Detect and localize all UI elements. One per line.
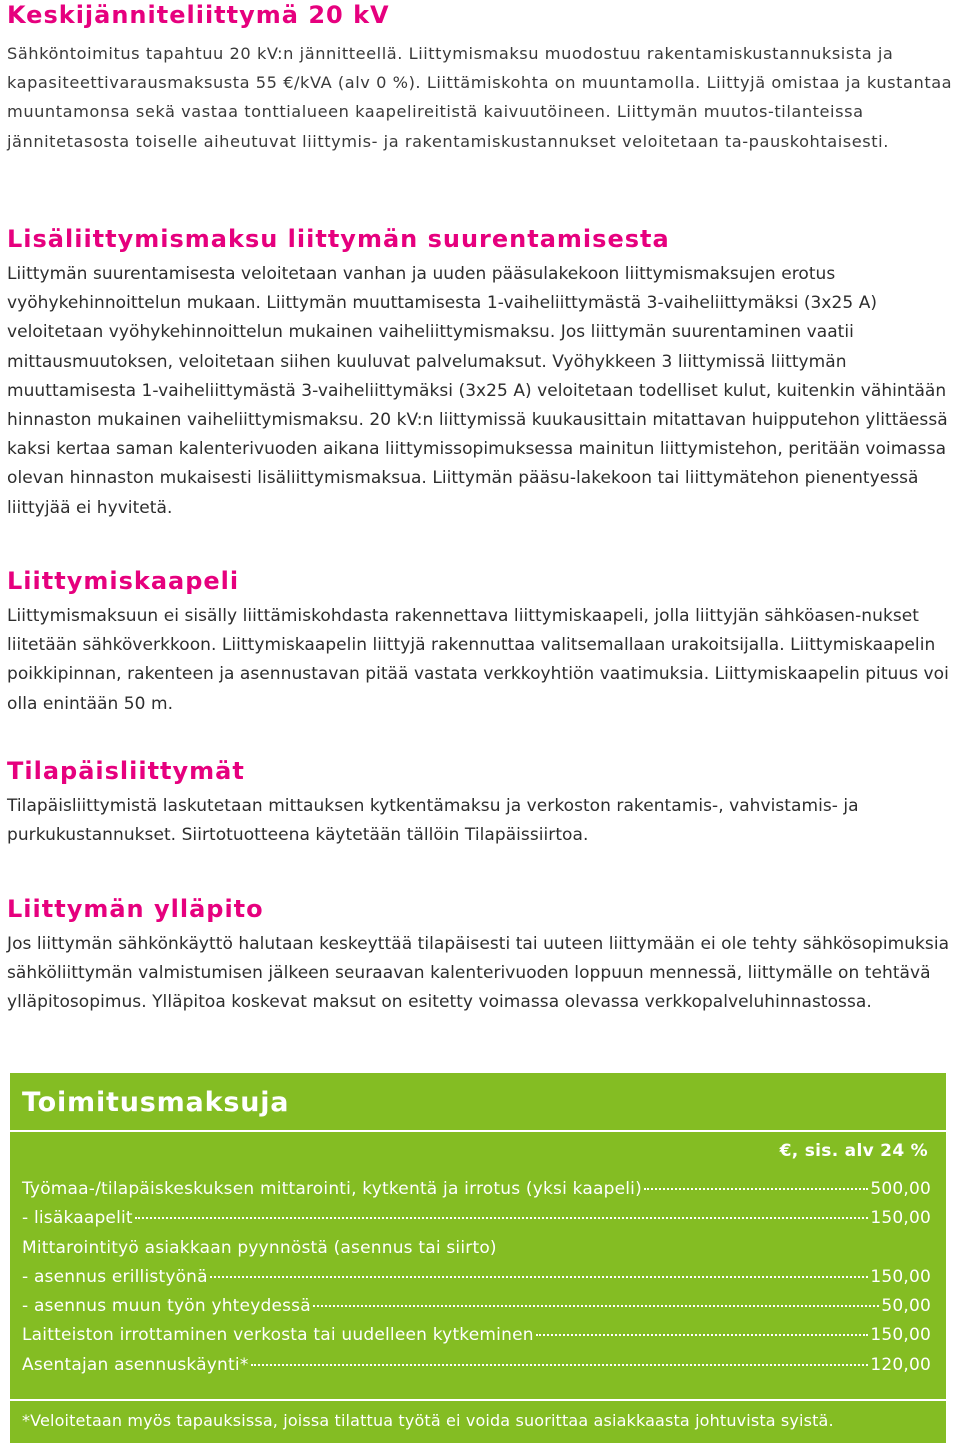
dot-leader — [210, 1276, 869, 1278]
section-paragraph: Tilapäisliittymistä laskutetaan mittauksen kytkentämaksu ja verkoston rakentamis-, vahvistamis- ja purkukustannukset. Siirtotuotteena käytetään tällöin Tilapäissiirtoa. — [7, 796, 859, 846]
section-heading: Tilapäisliittymät — [7, 757, 245, 785]
dot-leader — [644, 1188, 868, 1190]
dot-leader — [536, 1334, 869, 1336]
price-row — [22, 1267, 931, 1296]
price-label: - asennus muun työn yhteydessä — [22, 1296, 311, 1317]
price-row — [22, 1208, 931, 1237]
section-liittymiskaapeli — [7, 566, 953, 719]
price-row — [22, 1179, 931, 1208]
price-row-heading — [22, 1238, 931, 1267]
price-value: 500,00 — [870, 1179, 931, 1199]
price-label: - asennus erillistyönä — [22, 1266, 208, 1287]
price-label: Laitteiston irrottaminen verkosta tai uudelleen kytkeminen — [22, 1325, 534, 1346]
price-value: 150,00 — [870, 1266, 931, 1287]
price-label: Työmaa-/tilapäiskeskuksen mittarointi, kytkentä ja irrotus (yksi kaapeli) — [22, 1179, 642, 1199]
price-value: 150,00 — [870, 1325, 931, 1346]
price-row — [22, 1355, 931, 1384]
dot-leader — [313, 1305, 879, 1307]
section-lisaliittymismaksu — [7, 224, 953, 523]
price-value: 120,00 — [870, 1354, 931, 1375]
price-label: - lisäkaapelit — [22, 1208, 133, 1229]
section-tilapaisliittymat — [7, 756, 953, 850]
fees-title: Toimitusmaksuja — [22, 1087, 290, 1118]
document-page — [7, 0, 953, 1013]
section-heading: Keskijänniteliittymä 20 kV — [7, 1, 390, 29]
currency-note: €, sis. alv 24 % — [779, 1141, 928, 1161]
section-paragraph: Liittymismaksuun ei sisälly liittämiskohdasta rakennettava liittymiskaapeli, jolla liittyjän sähköasen-nukset liitetään sähköverkkoon. Liittymiskaapelin liittyjä rakennuttaa valitsemallaan urakoitsijalla. Liittymiskaapelin poikkipinnan, rakenteen ja asennustavan pitää vastata verkkoyhtiön vaatimuksia. Liittymiskaapelin pituus voi olla enintään 50 m. — [7, 606, 949, 714]
fees-box — [10, 1073, 946, 1443]
dot-leader — [135, 1217, 869, 1219]
section-paragraph: Sähköntoimitus tapahtuu 20 kV:n jännitteellä. Liittymismaksu muodostuu rakentamiskustannuksista ja kapasiteettivarausmaksusta 55 €/kVA (alv 0 %). Liittämiskohta on muuntamolla. Liittyjä omistaa ja kustantaa muuntamonsa sekä vastaa tonttialueen kaapelireitistä kaivuutöineen. Liittymän muutos-tilanteissa jännitetasosta toiselle aiheutuvat liittymis- ja rakentamiskustannukset veloitetaan ta-pauskohtaisesti. — [7, 44, 953, 151]
price-value: 50,00 — [881, 1296, 931, 1317]
section-paragraph: Liittymän suurentamisesta veloitetaan vanhan ja uuden pääsulakekoon liittymismaksujen erotus vyöhykehinnoittelun mukaan. Liittymän muuttamisesta 1-vaiheliittymästä 3-vaiheliittymäksi (3x25 A) veloitetaan vyöhykehinnoittelun mukainen vaiheliittymismaksu. Jos liittymän suurentaminen vaatii mittausmuutoksen, veloitetaan siihen kuuluvat palvelumaksut. Vyöhykkeen 3 liittymissä liittymän muuttamisesta 1-vaiheliittymästä 3-vaiheliittymäksi (3x25 A) veloitetaan todelliset kulut, kuitenkin vähintään hinnaston mukainen vaiheliittymismaksu. 20 kV:n liittymissä kuukausittain mitattavan huipputehon ylittäessä kaksi kertaa saman kalenterivuoden aikana liittymissopimuksessa mainitun liittymistehon, peritään voimassa olevan hinnaston mukaisesti lisäliittymismaksua. Liittymän pääsu-lakekoon tai liittymätehon pienentyessä liittyjää ei hyvitetä. — [7, 264, 948, 518]
price-label: Asentajan asennuskäynti* — [22, 1354, 249, 1375]
price-value: 150,00 — [870, 1208, 931, 1229]
price-label: Mittarointityö asiakkaan pyynnöstä (asennus tai siirto) — [22, 1237, 497, 1258]
dot-leader — [251, 1364, 869, 1366]
section-heading: Liittymiskaapeli — [7, 567, 240, 595]
price-row — [22, 1325, 931, 1354]
section-keskijanniteliittyma — [7, 0, 953, 156]
section-heading: Lisäliittymismaksu liittymän suurentamisesta — [7, 225, 670, 253]
section-paragraph: Jos liittymän sähkönkäyttö halutaan keskeyttää tilapäisesti tai uuteen liittymään ei ole tehty sähkösopimuksia sähköliittymän valmistumisen jälkeen seuraavan kalenterivuoden loppuun mennessä, liittymälle on tehtävä ylläpitosopimus. Ylläpitoa koskevat maksut on esitetty voimassa olevassa verkkopalveluhinnastossa. — [7, 934, 950, 1013]
price-row — [22, 1296, 931, 1325]
fees-footnote: *Veloitetaan myös tapauksissa, joissa tilattua työtä ei voida suorittaa asiakkaasta johtuvista syistä. — [22, 1411, 834, 1430]
section-liittyman-yllapito — [7, 894, 953, 1018]
price-list — [22, 1179, 931, 1384]
section-heading: Liittymän ylläpito — [7, 895, 264, 923]
